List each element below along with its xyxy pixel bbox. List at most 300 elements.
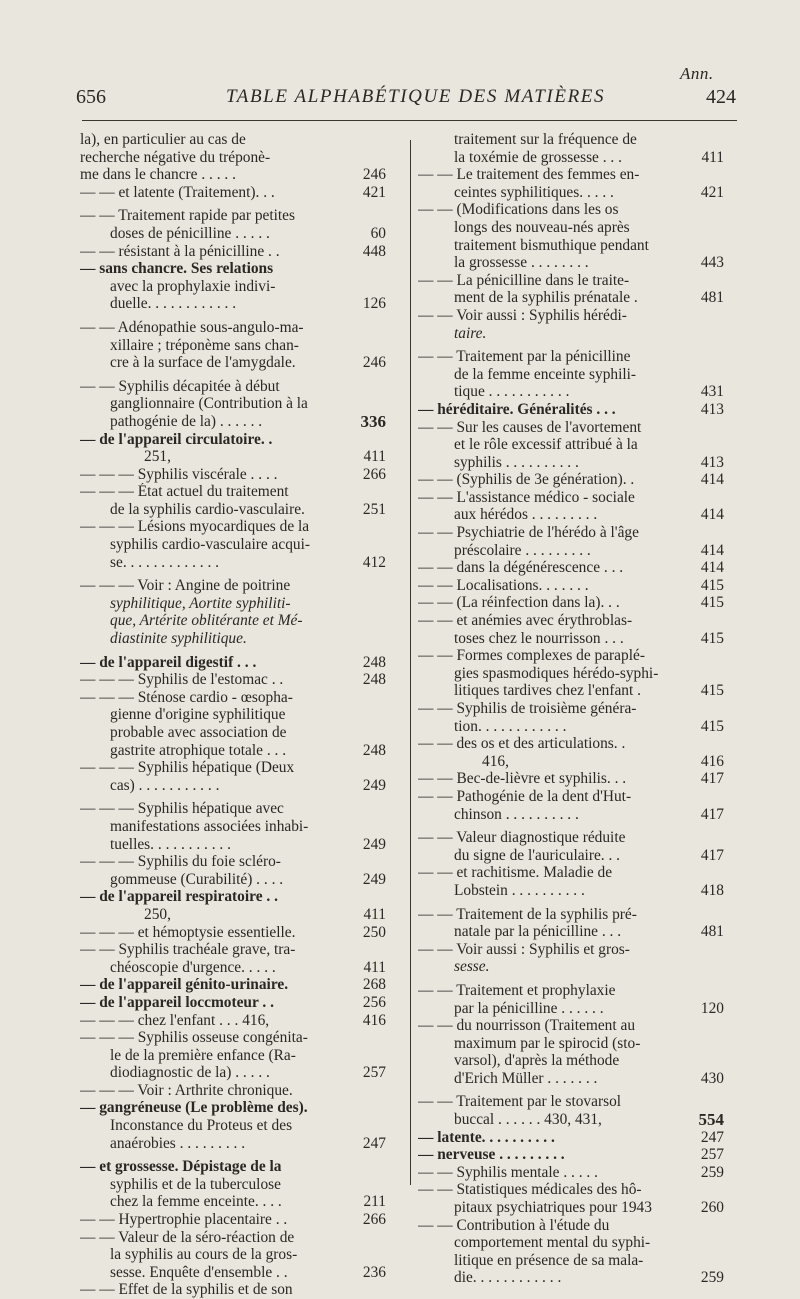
index-entry	[80, 595, 386, 613]
entry-text: — latente. . . . . . . . . .	[418, 1128, 555, 1146]
entry-text: — — résistant à la pénicilline . .	[80, 242, 280, 260]
entry-text: gienne d'origine syphilitique	[110, 706, 286, 724]
entry-page-number: 236	[362, 1263, 386, 1281]
entry-page-number: 411	[363, 905, 386, 923]
index-entry	[80, 1064, 386, 1082]
entry-text: — — — Sténose cardio - œsopha-	[80, 688, 293, 706]
index-entry	[80, 536, 386, 554]
entry-page-number: 249	[362, 870, 386, 888]
entry-text: cre à la surface de l'amygdale.	[110, 354, 296, 372]
index-entry	[80, 742, 386, 760]
entry-text: syphilitique, Aortite syphiliti-	[110, 594, 291, 612]
entry-page-number: 413	[700, 400, 724, 418]
entry-text: — héréditaire. Généralités . . .	[418, 400, 616, 418]
index-entry	[418, 1234, 724, 1252]
entry-text: diodiagnostic de la) . . . . .	[110, 1064, 270, 1082]
entry-page-number: 448	[362, 242, 386, 260]
index-entry	[80, 994, 386, 1012]
index-entry	[418, 254, 724, 272]
index-entry	[418, 735, 724, 753]
entry-text: — — Traitement rapide par petites	[80, 207, 295, 225]
entry-text: — et grossesse. Dépistage de la	[80, 1158, 282, 1176]
entry-text: manifestations associées inhabi-	[110, 817, 309, 835]
index-entry	[418, 201, 724, 219]
entry-text: varsol), d'après la méthode	[454, 1052, 620, 1070]
index-entry	[80, 777, 386, 795]
entry-text: pitaux psychiatriques pour 1943	[454, 1199, 652, 1217]
entry-text: — — — Syphilis hépatique (Deux	[80, 759, 295, 777]
index-entry	[418, 401, 724, 419]
entry-text: le de la première enfance (Ra-	[110, 1046, 296, 1064]
header-rule	[82, 120, 737, 121]
index-entry	[80, 906, 386, 924]
entry-text: gies spasmodiques hérédo-syphi-	[454, 664, 659, 682]
entry-text: gommeuse (Curabilité) . . . .	[110, 870, 284, 888]
entry-text: — gangréneuse (Le problème des).	[80, 1099, 308, 1117]
index-entry	[80, 976, 386, 994]
index-entry	[80, 149, 386, 167]
entry-text: — — et anémies avec érythroblas-	[418, 612, 633, 630]
entry-text: la toxémie de grossesse . . .	[454, 148, 622, 166]
entry-page-number: 336	[360, 412, 386, 431]
index-entry	[80, 207, 386, 225]
index-entry	[418, 700, 724, 718]
entry-text: — — Traitement de la syphilis pré-	[418, 905, 637, 923]
entry-text: — de l'appareil circulatoire. .	[80, 430, 273, 448]
index-entry	[418, 325, 724, 343]
index-entry	[418, 718, 724, 736]
index-entry	[418, 1164, 724, 1182]
index-entry	[418, 1199, 724, 1217]
entry-text: chéoscopie d'urgence. . . . .	[110, 958, 276, 976]
entry-text: — — Hypertrophie placentaire . .	[80, 1211, 288, 1229]
entry-page-number: 211	[363, 1193, 386, 1211]
entry-text: buccal . . . . . . 430, 431,	[454, 1111, 602, 1129]
index-entry	[418, 1269, 724, 1287]
entry-page-number: 126	[362, 295, 386, 313]
entry-text: chinson . . . . . . . . . .	[454, 805, 579, 823]
entry-text: la), en particulier au cas de	[80, 131, 246, 148]
entry-text: — — — Syphilis hépatique avec	[80, 800, 284, 818]
index-entry	[418, 829, 724, 847]
index-entry	[80, 518, 386, 536]
index-entry	[418, 348, 724, 366]
entry-text: Inconstance du Proteus et des	[110, 1117, 293, 1135]
entry-page-number: 120	[700, 999, 724, 1017]
index-entry	[418, 1111, 724, 1129]
entry-text: du signe de l'auriculaire. . .	[454, 846, 621, 864]
entry-text: syphilis . . . . . . . . . .	[454, 453, 579, 471]
entry-page-number: 60	[370, 224, 386, 242]
entry-text: — — Statistiques médicales des hô-	[418, 1181, 642, 1199]
index-entry	[418, 454, 724, 472]
index-entry	[80, 654, 386, 672]
entry-text: — — Voir aussi : Syphilis et gros-	[418, 940, 630, 958]
index-entry	[80, 671, 386, 689]
entry-page-number: 413	[700, 453, 724, 471]
entry-text: probable avec association de	[110, 724, 287, 741]
entry-text: xillaire ; tréponème sans chan-	[110, 336, 299, 354]
index-entry	[418, 1000, 724, 1018]
index-entry	[80, 319, 386, 337]
index-entry	[418, 524, 724, 542]
index-entry	[418, 864, 724, 882]
entry-text: sesse. Enquête d'ensemble . .	[110, 1263, 288, 1281]
index-entry	[80, 1211, 386, 1229]
entry-text: de la femme enceinte syphili-	[454, 365, 637, 383]
entry-text: — — Contribution à l'étude du	[418, 1216, 610, 1234]
entry-text: — — Bec-de-lièvre et syphilis. . .	[418, 770, 627, 788]
index-entry	[80, 818, 386, 836]
entry-text: — — (Modifications dans les os	[418, 201, 619, 219]
index-entry	[418, 383, 724, 401]
volume-reference: 424	[706, 86, 736, 108]
entry-text: sesse.	[454, 958, 490, 976]
index-entry	[80, 278, 386, 296]
entry-text: d'Erich Müller . . . . . . .	[454, 1069, 598, 1087]
entry-text: — — — Voir : Arthrite chronique.	[80, 1081, 293, 1099]
entry-page-number: 443	[700, 254, 724, 272]
index-entry	[418, 788, 724, 806]
index-entry	[418, 307, 724, 325]
entry-text: natale par la pénicilline . . .	[454, 923, 622, 941]
entry-text: — de l'appareil digestif . . .	[80, 653, 257, 671]
index-entry	[80, 395, 386, 413]
entry-page-number: 249	[362, 835, 386, 853]
entry-text: gastrite atrophique totale . . .	[110, 741, 287, 759]
entry-page-number: 416	[700, 752, 724, 770]
index-entry	[80, 501, 386, 519]
index-entry	[80, 1012, 386, 1030]
entry-page-number: 260	[700, 1199, 724, 1217]
page-number: 656	[76, 86, 106, 108]
entry-text: — — — État actuel du traitement	[80, 483, 289, 501]
entry-text: — de l'appareil respiratoire . .	[80, 888, 278, 906]
right-column	[418, 131, 724, 1287]
entry-text: longs des nouveau-nés après	[454, 218, 630, 236]
entry-text: — — Localisations. . . . . . .	[418, 576, 589, 594]
entry-page-number: 417	[700, 805, 724, 823]
index-entry	[418, 1217, 724, 1235]
index-entry	[80, 577, 386, 595]
entry-text: diastinite syphilitique.	[110, 630, 247, 648]
index-entry	[80, 1158, 386, 1176]
index-entry	[80, 431, 386, 449]
entry-text: 416,	[482, 752, 509, 770]
entry-text: Lobstein . . . . . . . . . .	[454, 881, 585, 899]
index-entry	[80, 1082, 386, 1100]
entry-text: 251,	[144, 448, 171, 466]
entry-page-number: 251	[362, 500, 386, 518]
entry-text: pathogénie de la) . . . . . .	[110, 412, 263, 430]
entry-text: — nerveuse . . . . . . . . .	[418, 1146, 565, 1164]
page-header	[76, 86, 736, 114]
index-entry	[80, 131, 386, 149]
index-entry	[418, 982, 724, 1000]
index-entry	[80, 1047, 386, 1065]
entry-text: aux hérédos . . . . . . . . .	[454, 506, 598, 524]
entry-page-number: 248	[362, 653, 386, 671]
running-title: TABLE ALPHABÉTIQUE DES MATIÈRES	[226, 86, 606, 107]
entry-text: — — Sur les causes de l'avortement	[418, 418, 642, 436]
index-entry	[80, 354, 386, 372]
entry-text: recherche négative du tréponè-	[80, 148, 271, 166]
entry-text: — — (La réinfection dans la). . .	[418, 594, 620, 612]
index-entry	[80, 1229, 386, 1247]
entry-page-number: 248	[362, 741, 386, 759]
entry-text: — — du nourrisson (Traitement au	[418, 1017, 636, 1035]
index-entry	[80, 1029, 386, 1047]
index-entry	[418, 941, 724, 959]
index-entry	[418, 1181, 724, 1199]
index-entry	[418, 1252, 724, 1270]
entry-text: — — — Lésions myocardiques de la	[80, 518, 310, 536]
index-entry	[418, 559, 724, 577]
entry-text: doses de pénicilline . . . . .	[110, 224, 270, 242]
index-entry	[80, 483, 386, 501]
index-entry	[80, 448, 386, 466]
entry-text: — — Syphilis trachéale grave, tra-	[80, 941, 296, 959]
index-entry	[418, 1129, 724, 1147]
entry-text: — — Formes complexes de paraplé-	[418, 647, 645, 665]
entry-text: duelle. . . . . . . . . . . .	[110, 295, 237, 313]
index-entry	[80, 337, 386, 355]
index-entry	[418, 770, 724, 788]
entry-text: — — — Syphilis viscérale . . . .	[80, 465, 278, 483]
entry-text: tique . . . . . . . . . . .	[454, 383, 570, 401]
entry-page-number: 412	[362, 553, 386, 571]
index-entry	[80, 871, 386, 889]
entry-page-number: 481	[700, 923, 724, 941]
entry-page-number: 417	[700, 770, 724, 788]
entry-text: maximum par le spirocid (sto-	[454, 1034, 641, 1052]
index-entry	[418, 612, 724, 630]
entry-page-number: 247	[700, 1128, 724, 1146]
index-entry	[418, 289, 724, 307]
entry-text: — — Traitement et prophylaxie	[418, 981, 616, 999]
index-entry	[418, 577, 724, 595]
index-entry	[80, 1117, 386, 1135]
entry-text: — — — Syphilis du foie scléro-	[80, 853, 281, 871]
index-entry	[418, 506, 724, 524]
entry-text: — — La pénicilline dans le traite-	[418, 271, 630, 289]
entry-text: — — des os et des articulations. .	[418, 735, 626, 753]
index-entry	[418, 149, 724, 167]
entry-page-number: 257	[362, 1064, 386, 1082]
index-entry	[418, 1070, 724, 1088]
entry-page-number: 421	[362, 183, 386, 201]
index-entry	[80, 689, 386, 707]
index-entry	[418, 419, 724, 437]
entry-page-number: 411	[701, 148, 724, 166]
entry-page-number: 415	[700, 629, 724, 647]
index-entry	[418, 958, 724, 976]
index-entry	[418, 1052, 724, 1070]
index-entry	[418, 184, 724, 202]
entry-text: la grossesse . . . . . . . .	[454, 254, 589, 272]
entry-text: — — Syphilis mentale . . . . .	[418, 1163, 598, 1181]
index-entry	[80, 166, 386, 184]
index-entry	[80, 941, 386, 959]
index-entry	[418, 131, 724, 149]
index-entry	[418, 219, 724, 237]
index-entry	[80, 853, 386, 871]
entry-text: — — Le traitement des femmes en-	[418, 166, 640, 184]
index-entry	[80, 724, 386, 742]
entry-text: syphilis et de la tuberculose	[110, 1175, 281, 1193]
entry-page-number: 411	[363, 448, 386, 466]
entry-page-number: 246	[362, 166, 386, 184]
index-entry	[418, 1017, 724, 1035]
entry-text: — — — Voir : Angine de poitrine	[80, 577, 291, 595]
entry-text: — — et latente (Traitement). . .	[80, 183, 275, 201]
entry-page-number: 481	[700, 289, 724, 307]
index-entry	[418, 923, 724, 941]
index-entry	[80, 225, 386, 243]
entry-page-number: 430	[700, 1069, 724, 1087]
entry-page-number: 414	[700, 559, 724, 577]
index-entry	[80, 800, 386, 818]
index-entry	[418, 647, 724, 665]
entry-text: — — L'assistance médico - sociale	[418, 488, 635, 506]
index-entry	[80, 959, 386, 977]
index-entry	[418, 665, 724, 683]
index-entry	[418, 847, 724, 865]
entry-text: et le rôle excessif attribué à la	[454, 436, 638, 454]
index-entry	[80, 888, 386, 906]
entry-page-number: 250	[362, 923, 386, 941]
entry-text: avec la prophylaxie indivi-	[110, 277, 276, 295]
index-entry	[418, 753, 724, 771]
index-entry	[418, 682, 724, 700]
entry-text: que, Artérite oblitérante et Mé-	[110, 612, 303, 630]
index-entry	[80, 1246, 386, 1264]
entry-text: — — Valeur diagnostique réduite	[418, 829, 626, 847]
entry-text: syphilis cardio-vasculaire acqui-	[110, 536, 311, 554]
index-entry	[418, 906, 724, 924]
index-entry	[418, 1035, 724, 1053]
entry-page-number: 249	[362, 776, 386, 794]
entry-text: cas) . . . . . . . . . . .	[110, 776, 220, 794]
entry-text: litiques tardives chez l'enfant .	[454, 682, 641, 700]
entry-text: — — Syphilis décapitée à début	[80, 377, 280, 395]
entry-text: la syphilis au cours de la gros-	[110, 1246, 298, 1264]
entry-text: die. . . . . . . . . . . .	[454, 1269, 562, 1287]
index-entry	[418, 237, 724, 255]
index-entry	[418, 471, 724, 489]
entry-text: — — Adénopathie sous-angulo-ma-	[80, 318, 304, 336]
index-entry	[80, 1193, 386, 1211]
index-entry	[80, 630, 386, 648]
entry-page-number: 268	[362, 976, 386, 994]
column-divider	[410, 140, 411, 1185]
entry-page-number: 246	[362, 354, 386, 372]
index-entry	[80, 260, 386, 278]
entry-page-number: 415	[700, 682, 724, 700]
entry-page-number: 256	[362, 993, 386, 1011]
entry-text: — — Voir aussi : Syphilis hérédi-	[418, 306, 627, 324]
entry-text: toses chez le nourrisson . . .	[454, 629, 624, 647]
entry-text: me dans le chancre . . . . .	[80, 166, 236, 184]
entry-text: — — Psychiatrie de l'hérédo à l'âge	[418, 524, 639, 542]
entry-text: préscolaire . . . . . . . . .	[454, 541, 591, 559]
handwritten-annotation: Ann.	[680, 64, 714, 83]
entry-text: — — — Syphilis de l'estomac . .	[80, 671, 284, 689]
index-entry	[418, 366, 724, 384]
entry-text: de la syphilis cardio-vasculaire.	[110, 500, 305, 518]
index-entry	[418, 436, 724, 454]
entry-text: tuelles. . . . . . . . . . .	[110, 835, 231, 853]
entry-text: taire.	[454, 324, 487, 342]
entry-text: par la pénicilline . . . . . .	[454, 999, 604, 1017]
entry-page-number: 259	[700, 1163, 724, 1181]
entry-text: tion. . . . . . . . . . . .	[454, 717, 567, 735]
entry-page-number: 554	[698, 1111, 724, 1129]
entry-page-number: 266	[362, 465, 386, 483]
index-entry	[418, 594, 724, 612]
index-entry	[80, 413, 386, 431]
index-entry	[418, 1093, 724, 1111]
entry-page-number: 415	[700, 594, 724, 612]
index-entry	[80, 706, 386, 724]
index-entry	[80, 184, 386, 202]
index-entry	[80, 466, 386, 484]
entry-page-number: 414	[700, 471, 724, 489]
entry-page-number: 417	[700, 846, 724, 864]
entry-page-number: 418	[700, 881, 724, 899]
entry-text: se. . . . . . . . . . . . .	[110, 553, 220, 571]
left-column	[80, 131, 386, 1299]
index-entry	[80, 1281, 386, 1299]
entry-text: — sans chancre. Ses relations	[80, 260, 274, 278]
entry-text: ceintes syphilitiques. . . . .	[454, 183, 614, 201]
entry-text: chez la femme enceinte. . . .	[110, 1193, 282, 1211]
entry-page-number: 259	[700, 1269, 724, 1287]
entry-page-number: 257	[700, 1146, 724, 1164]
entry-page-number: 411	[363, 958, 386, 976]
index-entry	[80, 836, 386, 854]
entry-text: — — — chez l'enfant . . . 416,	[80, 1011, 270, 1029]
index-entry	[418, 630, 724, 648]
entry-text: traitement sur la fréquence de	[454, 131, 637, 148]
index-entry	[80, 554, 386, 572]
index-entry	[80, 243, 386, 261]
index-entry	[80, 1135, 386, 1153]
index-entry	[80, 924, 386, 942]
index-entry	[418, 542, 724, 560]
entry-text: — — et rachitisme. Maladie de	[418, 864, 613, 882]
entry-page-number: 416	[362, 1011, 386, 1029]
entry-page-number: 415	[700, 576, 724, 594]
entry-text: comportement mental du syphi-	[454, 1234, 651, 1252]
entry-page-number: 248	[362, 671, 386, 689]
index-entry	[418, 489, 724, 507]
entry-page-number: 266	[362, 1211, 386, 1229]
entry-text: litique en présence de sa mala-	[454, 1251, 644, 1269]
entry-text: anaérobies . . . . . . . . .	[110, 1134, 246, 1152]
entry-page-number: 421	[700, 183, 724, 201]
index-entry	[80, 1176, 386, 1194]
entry-text: — — Valeur de la séro-réaction de	[80, 1228, 295, 1246]
entry-text: 250,	[144, 905, 171, 923]
entry-text: — — Pathogénie de la dent d'Hut-	[418, 787, 632, 805]
entry-page-number: 415	[700, 717, 724, 735]
entry-text: — — Traitement par la pénicilline	[418, 348, 631, 366]
entry-text: — — — Syphilis osseuse congénita-	[80, 1029, 308, 1047]
entry-page-number: 247	[362, 1134, 386, 1152]
index-entry	[80, 759, 386, 777]
index-entry	[80, 378, 386, 396]
